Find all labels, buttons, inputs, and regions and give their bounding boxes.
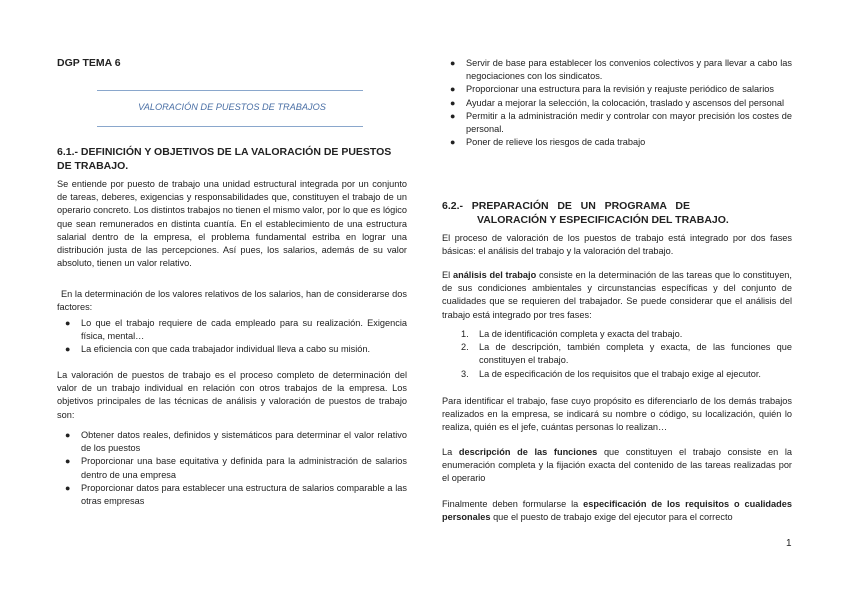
objectives-list-continued: [442, 57, 792, 149]
heading-6-2-line1: 6.2.- PREPARACIÓN DE UN PROGRAMA DE: [442, 200, 690, 212]
list-item: ● La eficiencia con que cada trabajador individual lleva a cabo su misión.: [57, 343, 407, 356]
paragraph-valuation: La valoración de puestos de trabajo es el proceso completo de determinación del valor de un trabajo individual en relación con otros trabajos de la empresa. Los objetivos principales de las técnicas de análisis y valoración de puestos de trabajo son:: [57, 370, 407, 420]
list-item: ● Obtener datos reales, definidos y sistemáticos para determinar el valor relativo de los puestos: [65, 430, 407, 454]
paragraph-functions: La descripción de las funciones que constituyen el trabajo consiste en la enumeración completa y la fijación exacta del contenido de las tareas realizadas por el operario: [442, 447, 792, 484]
paragraph-specification: Finalmente deben formularse la especificación de los requisitos o cualidades personales que el puesto de trabajo exige del ejecutor para el correcto: [442, 499, 792, 523]
bullet-icon: ●: [65, 318, 71, 328]
bullet-icon: ●: [65, 430, 71, 440]
paragraph-definition: Se entiende por puesto de trabajo una unidad estructural integrada por un conjunto de tareas, deberes, exigencias y responsabilidades que, constituyen el trabajo de un operario concreto. Los distintos trabajos no tienen el mismo valor, por lo que es lógico que sean remunerados en distinta cuantía. En el establecimiento de una estructura salarial dentro de la empresa, el problema fundamental estriba en lograr una distribución justa de las percepciones. Así pues, los salarios, además de su valor absoluto, tienen un valor relativo.: [57, 179, 407, 269]
phases-list: [442, 328, 792, 381]
list-item: ● Permitir a la administración medir y controlar con mayor precisión los costes de personal.: [450, 110, 792, 135]
heading-6-2-line2: VALORACIÓN Y ESPECIFICACIÓN DEL TRABAJO.: [477, 214, 729, 226]
paragraph-factors-intro: En la determinación de los valores relativos de los salarios, han de considerarse dos factores:: [57, 289, 407, 313]
paragraph-process: El proceso de valoración de los puestos de trabajo está integrado por dos fases básicas: el análisis del trabajo y la valoración del trabajo.: [442, 233, 792, 257]
objectives-list: [57, 429, 407, 508]
list-item: 1. La de identificación completa y exacta del trabajo.: [461, 329, 683, 339]
bullet-icon: ●: [65, 482, 71, 493]
list-item: ● Lo que el trabajo requiere de cada empleado para su realización. Exigencia física, mental…: [65, 318, 407, 342]
list-item: 2. La de descripción, también completa y exacta, de las funciones que constituyen el trabajo.: [461, 342, 792, 366]
list-item: ● Proporcionar una estructura para la revisión y reajuste periódico de salarios: [442, 83, 792, 96]
bullet-icon: ●: [450, 97, 456, 108]
document-subtitle: VALORACIÓN DE PUESTOS DE TRABAJOS: [138, 102, 326, 112]
bullet-icon: ●: [450, 58, 456, 68]
paragraph-job-analysis: El análisis del trabajo consiste en la determinación de las tareas que lo constituyen, de sus condiciones ambientales y circunstancias específicas y del conjunto de cualidades que se requieren del trabajador. Se puede considerar que el análisis del trabajo está integrado por tres fases:: [442, 270, 792, 320]
list-item: ● Proporcionar una base equitativa y definida para la administración de salarios dentro de una empresa: [65, 456, 407, 480]
page-number: 1: [786, 538, 792, 549]
list-item: 3. La de especificación de los requisitos que el trabajo exige al ejecutor.: [461, 368, 761, 379]
bullet-icon: ●: [450, 110, 456, 121]
heading-6-1: 6.1.- DEFINICIÓN Y OBJETIVOS DE LA VALORACIÓN DE PUESTOS DE TRABAJO.: [57, 146, 392, 172]
bullet-icon: ●: [65, 456, 71, 467]
title-rule-top: [97, 90, 363, 91]
list-item: ● Poner de relieve los riesgos de cada trabajo: [442, 136, 792, 149]
title-rule-bottom: [97, 126, 363, 127]
bullet-icon: ●: [450, 137, 456, 148]
paragraph-identification: Para identificar el trabajo, fase cuyo propósito es diferenciarlo de los demás trabajos realizados en la empresa, se indicará su nombre o código, su localización, quién lo realiza, quién es el jefe, cuántas personas lo realizan…: [442, 396, 792, 433]
list-item: ● Servir de base para establecer los convenios colectivos y para llevar a cabo las negociaciones con los sindicatos.: [450, 58, 792, 82]
list-item: ● Proporcionar datos para establecer una estructura de salarios comparable a las otras empresas: [65, 482, 407, 507]
bullet-icon: ●: [65, 344, 71, 355]
bullet-icon: ●: [450, 84, 456, 95]
document-title: DGP TEMA 6: [57, 57, 121, 69]
list-item: ● Ayudar a mejorar la selección, la colocación, traslado y ascensos del personal: [442, 97, 792, 110]
factors-list: [57, 317, 407, 357]
